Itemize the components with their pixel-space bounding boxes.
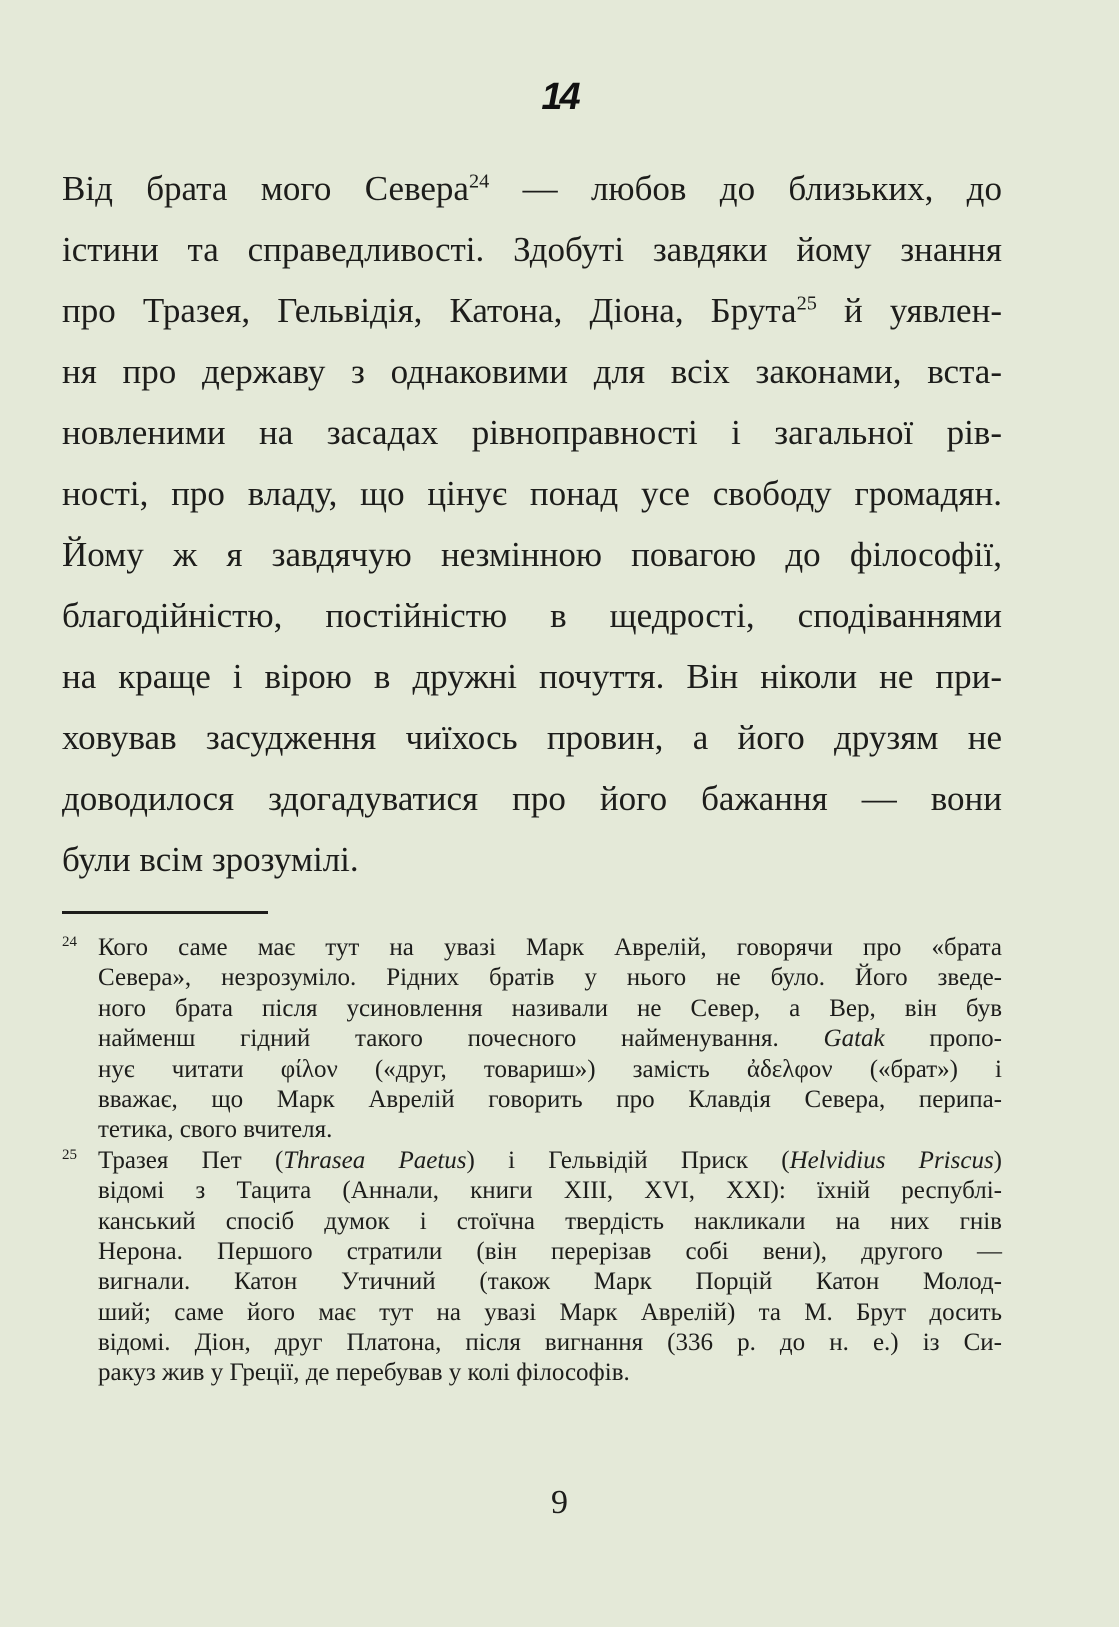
text-segment: ховував засудження чиїхось провин, а його друзям не [62, 718, 1002, 757]
text-segment: нує читати φίλον («друг, товариш») замість ἀδελφον («брат») і [98, 1055, 1002, 1083]
footnote-line [62, 1237, 1002, 1267]
footnote-reference[interactable]: 25 [796, 292, 817, 315]
text-line [62, 768, 1002, 829]
footnote-number: 25 [62, 1146, 77, 1163]
text-segment: Йому ж я завдячую незмінною повагою до філософії, [62, 535, 1002, 574]
text-segment: ) і Гельвідій Приск ( [466, 1146, 790, 1174]
text-line [62, 402, 1002, 463]
text-segment: Від брата мого Севера [62, 169, 469, 208]
text-segment: й уявлен- [816, 291, 1002, 330]
text-line [62, 219, 1002, 280]
text-line [62, 463, 1002, 524]
text-segment: канський спосіб думок і стоїчна твердість накликали на них гнів [98, 1207, 1002, 1235]
text-line [62, 829, 1002, 890]
text-segment: благодійністю, постійністю в щедрості, сподіваннями [62, 596, 1002, 635]
footnote-number: 24 [62, 934, 77, 950]
italic-text: Helvidius Priscus [789, 1146, 994, 1174]
footnote-reference[interactable]: 24 [468, 170, 490, 193]
text-segment: найменш гідний такого почесного найменування. [98, 1025, 824, 1053]
text-segment: ракуз жив у Греції, де перебував у колі філософів. [98, 1359, 630, 1387]
italic-text: Gatak [823, 1025, 885, 1053]
text-segment: ня про державу з однаковими для всіх законами, вста- [62, 352, 1002, 391]
footnote-line [62, 1358, 1002, 1388]
text-segment: ності, про владу, що цінує понад усе свободу громадян. [62, 474, 1002, 513]
text-line [62, 585, 1002, 646]
text-segment: вважає, що Марк Аврелій говорить про Клавдія Севера, перипа- [98, 1085, 1002, 1113]
text-segment: на краще і вірою в дружні почуття. Він ніколи не при- [62, 657, 1002, 696]
text-segment: відомі. Діон, друг Платона, після вигнання (336 р. до н. е.) із Си- [98, 1329, 1002, 1357]
footnote-line [62, 1328, 1002, 1358]
text-segment: — любов до близьких, до [489, 169, 1002, 208]
text-line [62, 158, 1002, 219]
text-line [62, 646, 1002, 707]
chapter-heading: 14 [541, 76, 578, 118]
italic-text: Thrasea Paetus [283, 1146, 467, 1174]
text-line [62, 524, 1002, 585]
footnote-line [62, 1115, 1002, 1145]
text-segment: Кого саме має тут на увазі Марк Аврелій, говорячи про «брата [98, 934, 1002, 961]
text-segment: ) [993, 1146, 1002, 1174]
footnote-line [62, 1176, 1002, 1206]
text-segment: ного брата після усиновлення називали не Север, а Вер, він був [98, 994, 1002, 1022]
footnote-line [62, 1085, 1002, 1115]
footnote-line [62, 1055, 1002, 1085]
text-line [62, 280, 1002, 341]
text-segment: новленими на засадах рівноправності і загальної рів- [62, 413, 1002, 452]
text-segment: доводилося здогадуватися про його бажання — вони [62, 779, 1002, 818]
text-segment: про Тразея, Гельвідія, Катона, Діона, Брута [62, 291, 797, 330]
text-line [62, 707, 1002, 768]
text-segment: відомі з Тацита (Аннали, книги XIII, XVI, XXI): їхній республі- [98, 1177, 1002, 1205]
footnote-line [62, 1146, 1002, 1176]
footnote-line [62, 1024, 1002, 1054]
text-segment: вигнали. Катон Утичний (також Марк Порцій Катон Молод- [98, 1268, 1002, 1296]
text-line [62, 341, 1002, 402]
footnote-line [62, 1267, 1002, 1297]
text-segment: тетика, свого вчителя. [98, 1116, 333, 1144]
footnote-line [62, 994, 1002, 1024]
footnote-line [62, 1298, 1002, 1328]
text-segment: Тразея Пет ( [98, 1146, 284, 1174]
text-segment: були всім зрозумілі. [62, 840, 359, 879]
page-number: 9 [551, 1484, 568, 1521]
text-segment: Севера», незрозуміло. Рідних братів у нього не було. Його зведе- [98, 964, 1002, 992]
main-text [62, 158, 1002, 890]
text-segment: пропо- [884, 1025, 1002, 1053]
footnote-divider [62, 911, 268, 914]
footnote-line [62, 933, 1002, 963]
text-segment: істини та справедливості. Здобуті завдяки йому знання [62, 230, 1002, 269]
footnotes [62, 933, 1002, 1389]
footnote-line [62, 1207, 1002, 1237]
text-segment: Нерона. Першого стратили (він перерізав собі вени), другого — [98, 1237, 1002, 1265]
footnote-line [62, 963, 1002, 993]
text-segment: ший; саме його має тут на увазі Марк Аврелій) та М. Брут досить [98, 1298, 1002, 1326]
